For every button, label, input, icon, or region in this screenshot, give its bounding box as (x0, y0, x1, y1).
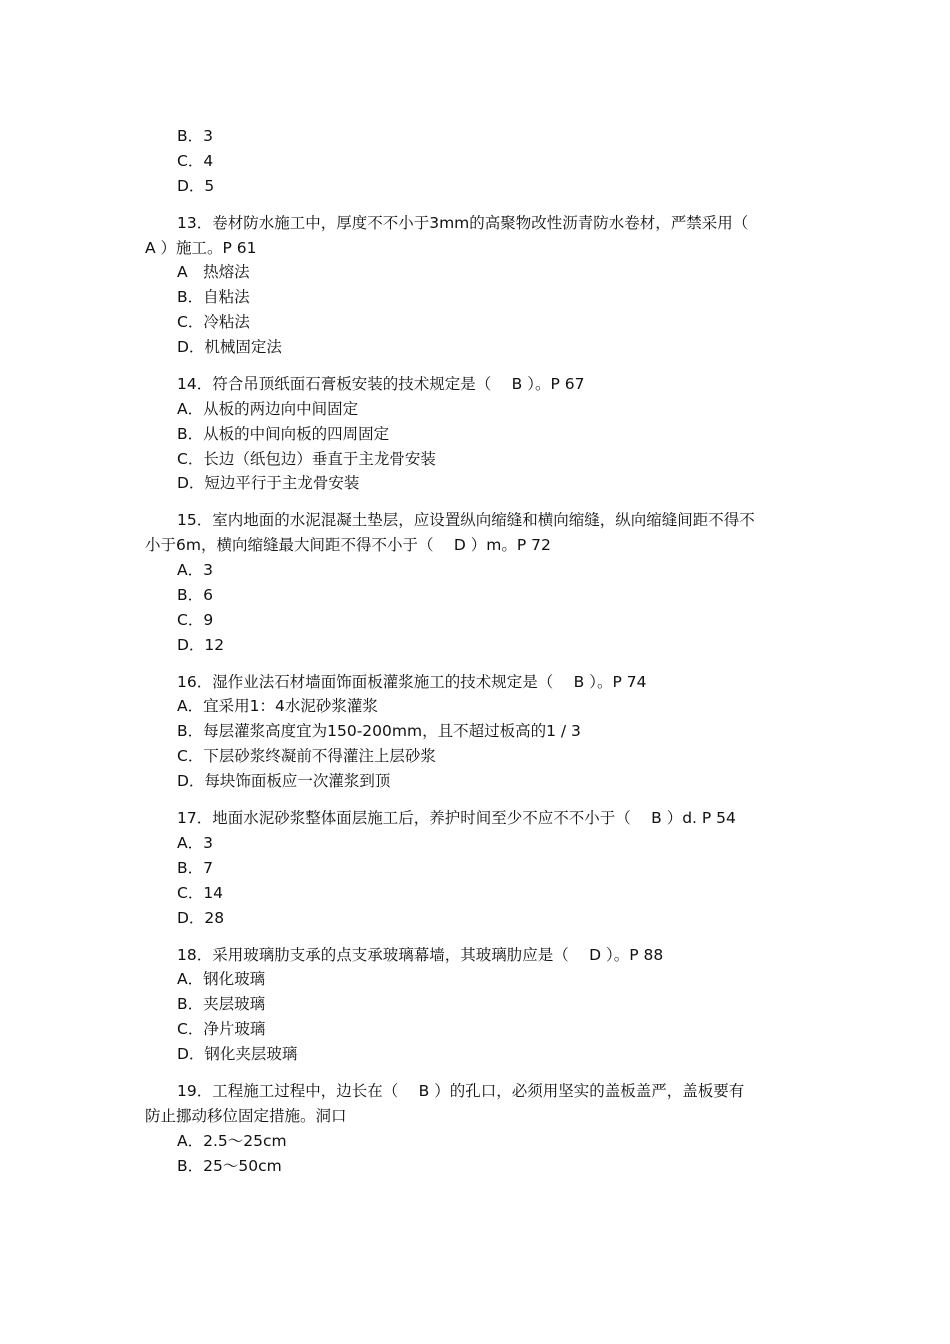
option-14-a: A．从板的两边向中间固定 (177, 400, 359, 418)
question-13-cont: A ）施工。P 61 (145, 239, 257, 257)
option-12-b: B．3 (177, 127, 213, 145)
option-13-d: D．机械固定法 (177, 338, 282, 356)
option-13-b: B．自粘法 (177, 288, 250, 306)
option-19-a: A．2.5～25cm (177, 1132, 287, 1150)
option-15-b: B．6 (177, 586, 213, 604)
option-17-d: D．28 (177, 909, 225, 927)
option-13-a: A 热熔法 (177, 263, 250, 281)
option-12-c: C．4 (177, 152, 214, 170)
option-15-d: D．12 (177, 636, 225, 654)
option-19-b: B．25～50cm (177, 1157, 282, 1175)
question-15: 15．室内地面的水泥混凝土垫层，应设置纵向缩缝和横向缩缝，纵向缩缝间距不得不 (177, 511, 755, 529)
question-18: 18．采用玻璃肋支承的点支承玻璃幕墙，其玻璃肋应是（ D ）。P 88 (177, 946, 664, 964)
question-15-cont: 小于6m，横向缩缝最大间距不得不小于（ D ）m。P 72 (145, 536, 551, 554)
option-12-d: D．5 (177, 177, 215, 195)
question-14: 14．符合吊顶纸面石膏板安装的技术规定是（ B ）。P 67 (177, 375, 585, 393)
option-18-c: C．净片玻璃 (177, 1020, 266, 1038)
question-19: 19．工程施工过程中，边长在（ B ）的孔口，必须用坚实的盖板盖严，盖板要有 (177, 1082, 745, 1100)
option-13-c: C．冷粘法 (177, 313, 250, 331)
question-17: 17．地面水泥砂浆整体面层施工后，养护时间至少不应不不小于（ B ）d. P 54 (177, 809, 736, 827)
option-14-d: D．短边平行于主龙骨安装 (177, 474, 360, 492)
option-16-b: B．每层灌浆高度宜为150-200mm，且不超过板高的1 / 3 (177, 722, 581, 740)
option-16-a: A．宜采用1：4水泥砂浆灌浆 (177, 697, 378, 715)
option-18-b: B．夹层玻璃 (177, 995, 266, 1013)
option-15-a: A．3 (177, 561, 213, 579)
option-15-c: C．9 (177, 611, 214, 629)
option-16-d: D．每块饰面板应一次灌浆到顶 (177, 772, 391, 790)
question-13: 13．卷材防水施工中，厚度不不小于3mm的高聚物改性沥青防水卷材，严禁采用（ (177, 214, 749, 232)
option-18-a: A．钢化玻璃 (177, 970, 266, 988)
option-14-b: B．从板的中间向板的四周固定 (177, 425, 390, 443)
option-18-d: D．钢化夹层玻璃 (177, 1045, 298, 1063)
option-14-c: C．长边（纸包边）垂直于主龙骨安装 (177, 450, 436, 468)
option-16-c: C．下层砂浆终凝前不得灌注上层砂浆 (177, 747, 436, 765)
option-17-c: C．14 (177, 884, 224, 902)
option-17-a: A．3 (177, 834, 213, 852)
option-17-b: B．7 (177, 859, 213, 877)
question-16: 16．湿作业法石材墙面饰面板灌浆施工的技术规定是（ B ）。P 74 (177, 673, 647, 691)
question-19-cont: 防止挪动移位固定措施。洞口 (145, 1107, 347, 1125)
